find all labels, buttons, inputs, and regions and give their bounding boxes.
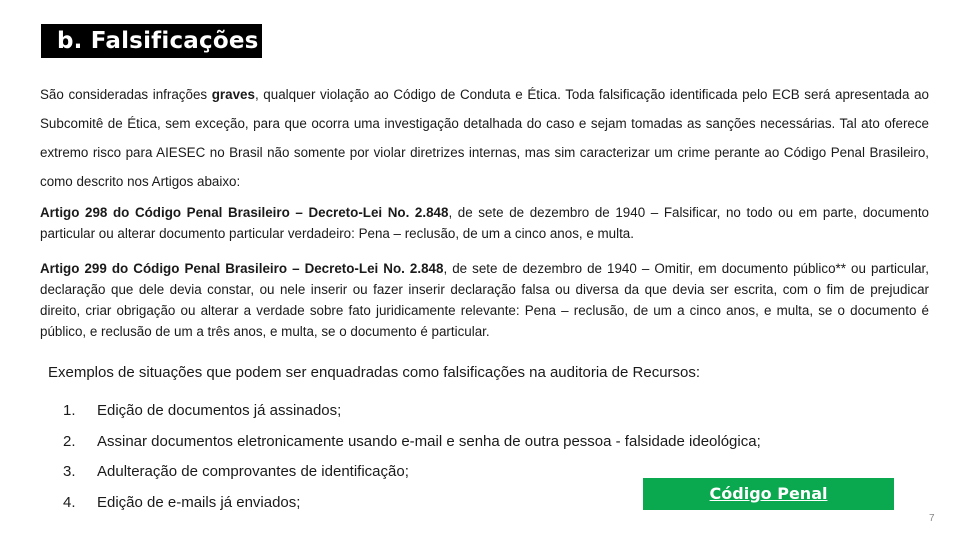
article-298-heading: Artigo 298 do Código Penal Brasileiro – Decreto-Lei No. 2.848 (40, 205, 449, 220)
page-number: 7 (929, 513, 935, 524)
list-item-text: Adulteração de comprovantes de identificação; (97, 463, 409, 480)
article-298-text: , de sete de dezembro de 1940 – Falsificar, no todo ou em parte, documento particular ou alterar documento particular verdadeiro: Pena – reclusão, de um a cinco anos, e multa. (40, 205, 929, 241)
article-298-paragraph (40, 202, 929, 244)
list-item (63, 433, 761, 464)
section-title: b. Falsificações (41, 24, 262, 58)
list-item-number: 2. (63, 432, 76, 450)
list-item-number: 3. (63, 463, 76, 480)
list-item-text: Assinar documentos eletronicamente usando e-mail e senha de outra pessoa - falsidade ideológica; (97, 432, 761, 450)
list-item-number: 1. (63, 402, 76, 419)
list-item-text: Edição de documentos já assinados; (97, 402, 342, 419)
intro-text-start: São consideradas infrações (40, 87, 212, 102)
intro-paragraph (40, 80, 929, 196)
intro-bold-word: graves (211, 87, 255, 102)
list-item-text: Edição de e-mails já enviados; (97, 493, 301, 511)
intro-text-rest: , qualquer violação ao Código de Conduta e Ética. Toda falsificação identificada pelo ECB será apresentada ao Subcomitê de Ética, sem exceção, para que ocorra uma investigação detalhada do caso e sejam tomadas as sanções necessárias. Tal ato oferece extremo risco para AIESEC no Brasil não somente por violar diretrizes internas, mas sim caracterizar um crime perante ao Código Penal Brasileiro, como descrito nos Artigos abaixo: (40, 87, 929, 189)
list-item-number: 4. (63, 493, 76, 511)
examples-intro: Exemplos de situações que podem ser enquadradas como falsificações na auditoria de Recursos: (48, 364, 701, 381)
article-299-text: , de sete de dezembro de 1940 – Omitir, em documento público** ou particular, declaração que dele devia constar, ou nele inserir ou fazer inserir declaração falsa ou diversa da que devia ser escrita, com o fim de prejudicar direito, criar obrigação ou alterar a verdade sobre fato juridicamente relevante: Pena – reclusão, de um a cinco anos, e multa, se o documento é público, e reclusão de um a três anos, e multa, se o documento é particular. (40, 261, 929, 339)
article-299-heading: Artigo 299 do Código Penal Brasileiro – Decreto-Lei No. 2.848 (40, 261, 444, 276)
article-299-paragraph (40, 258, 929, 342)
codigo-penal-link-button[interactable]: Código Penal (643, 478, 894, 510)
list-item (63, 402, 761, 433)
